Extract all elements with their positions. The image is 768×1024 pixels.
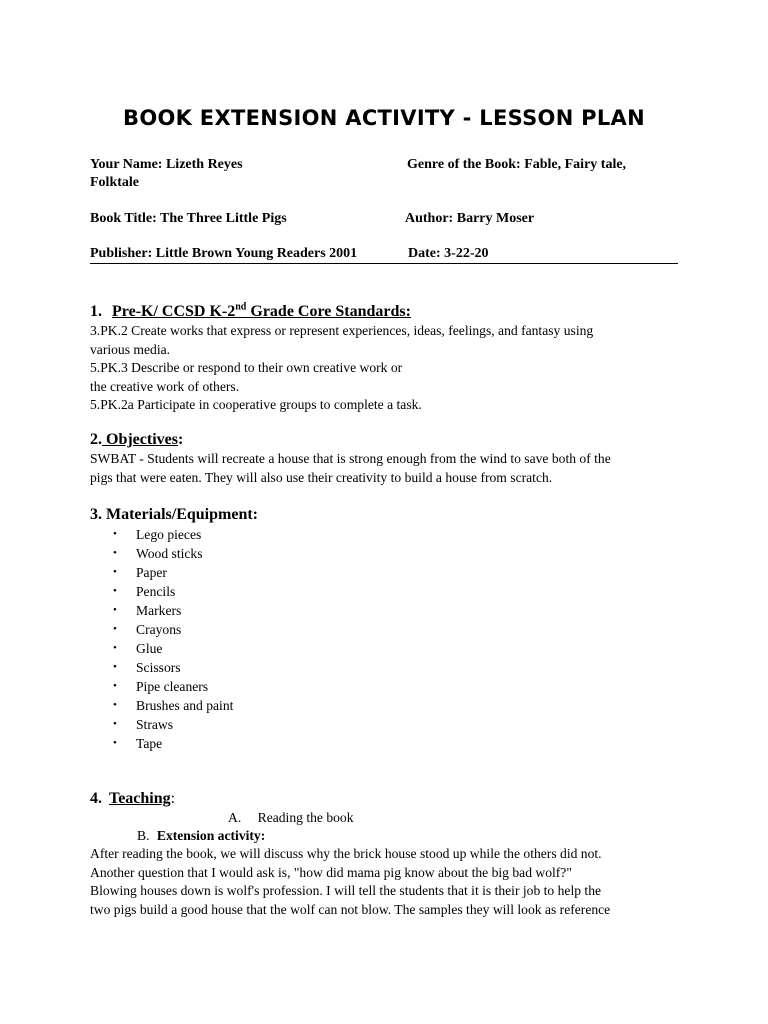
author-field (405, 210, 534, 228)
list-item (113, 734, 233, 753)
material-label: Glue (136, 641, 163, 656)
name-label: Your Name: (90, 157, 163, 172)
bullet-icon: • (113, 623, 117, 635)
standards-heading (90, 303, 411, 321)
genre-field (407, 156, 626, 174)
teaching-item-a (228, 809, 528, 828)
standards-list (90, 322, 690, 415)
name-field (90, 156, 243, 174)
list-item (113, 525, 233, 544)
material-label: Straws (136, 717, 174, 732)
material-label: Paper (136, 565, 167, 580)
teaching-line: Blowing houses down is wolf's profession. I will tell the students that it is their job to help the (90, 883, 602, 898)
materials-heading: 3. Materials/Equipment: (90, 506, 258, 523)
date-label: Date: (408, 246, 441, 261)
publisher-label: Publisher: (90, 246, 153, 261)
genre-value-continued: Folktale (90, 175, 139, 190)
material-label: Crayons (136, 622, 182, 637)
publisher-field (90, 245, 357, 263)
list-item (113, 601, 233, 620)
standards-heading-a: Pre-K/ CCSD K-2 (112, 303, 236, 320)
bullet-icon: • (113, 604, 117, 616)
list-item (113, 677, 233, 696)
material-label: Markers (136, 603, 182, 618)
book-title-field (90, 210, 287, 228)
objectives-heading (90, 431, 183, 449)
standards-number: 1. (90, 303, 102, 320)
standard-line: 5.PK.2a Participate in cooperative groups to complete a task. (90, 397, 422, 412)
objectives-heading-text: Objectives (102, 431, 178, 448)
item-b-marker: B. (137, 828, 150, 843)
teaching-text (90, 845, 690, 919)
header-divider (90, 263, 678, 264)
bullet-icon: • (113, 566, 117, 578)
item-a-marker: A. (228, 810, 242, 825)
bullet-icon: • (113, 737, 117, 749)
standard-line: 3.PK.2 Create works that express or represent experiences, ideas, feelings, and fantasy using (90, 323, 594, 338)
material-label: Pipe cleaners (136, 679, 209, 694)
book-title-value: The Three Little Pigs (160, 211, 287, 226)
author-label: Author: (405, 211, 454, 226)
list-item (113, 715, 233, 734)
material-label: Wood sticks (136, 546, 203, 561)
teaching-number: 4. (90, 790, 102, 807)
teaching-colon: : (170, 790, 176, 807)
standard-line: 5.PK.3 Describe or respond to their own creative work or (90, 360, 403, 375)
objective-line: pigs that were eaten. They will also use their creativity to build a house from scratch. (90, 469, 553, 485)
objectives-number: 2. (90, 431, 102, 448)
list-item (113, 582, 233, 601)
standards-heading-b: Grade Core Standards: (246, 303, 411, 320)
standard-line: various media. (90, 341, 171, 357)
bullet-icon: • (113, 661, 117, 673)
teaching-heading-text: Teaching (109, 790, 171, 807)
objectives-colon: : (177, 431, 184, 448)
material-label: Lego pieces (136, 527, 202, 542)
standards-heading-text (112, 303, 411, 320)
bullet-icon: • (113, 547, 117, 559)
bullet-icon: • (113, 642, 117, 654)
list-item (113, 563, 233, 582)
teaching-line: Another question that I would ask is, "how did mama pig know about the big bad wolf?" (90, 864, 572, 880)
standard-line: the creative work of others. (90, 378, 240, 394)
objective-line: SWBAT - Students will recreate a house that is strong enough from the wind to save both of the (90, 451, 611, 466)
teaching-heading (90, 790, 175, 808)
item-b-text: Extension activity: (156, 828, 266, 843)
list-item (113, 639, 233, 658)
genre-label: Genre of the Book: (407, 157, 521, 172)
bullet-icon: • (113, 699, 117, 711)
list-item (113, 658, 233, 677)
genre-value: Fable, Fairy tale, (524, 157, 627, 172)
materials-list (113, 525, 233, 753)
list-item (113, 544, 233, 563)
bullet-icon: • (113, 528, 117, 540)
list-item (113, 620, 233, 639)
teaching-line: two pigs build a good house that the wolf can not blow. The samples they will look as reference (90, 901, 611, 917)
author-value: Barry Moser (456, 211, 535, 226)
date-value: 3-22-20 (444, 246, 489, 261)
bullet-icon: • (113, 718, 117, 730)
material-label: Tape (136, 736, 163, 751)
publisher-value: Little Brown Young Readers 2001 (155, 246, 358, 261)
date-field (408, 245, 488, 263)
material-label: Scissors (136, 660, 181, 675)
teaching-item-b (137, 827, 437, 846)
list-item (113, 696, 233, 715)
objectives-text (90, 450, 690, 487)
item-a-text: Reading the book (257, 810, 354, 825)
book-title-label: Book Title: (90, 211, 157, 226)
bullet-icon: • (113, 585, 117, 597)
teaching-line: After reading the book, we will discuss why the brick house stood up while the others did not. (90, 846, 602, 861)
bullet-icon: • (113, 680, 117, 692)
material-label: Brushes and paint (136, 698, 234, 713)
standards-heading-sup: nd (235, 301, 247, 313)
page-title: BOOK EXTENSION ACTIVITY - LESSON PLAN (123, 106, 645, 130)
material-label: Pencils (136, 584, 176, 599)
name-value: Lizeth Reyes (165, 157, 243, 172)
